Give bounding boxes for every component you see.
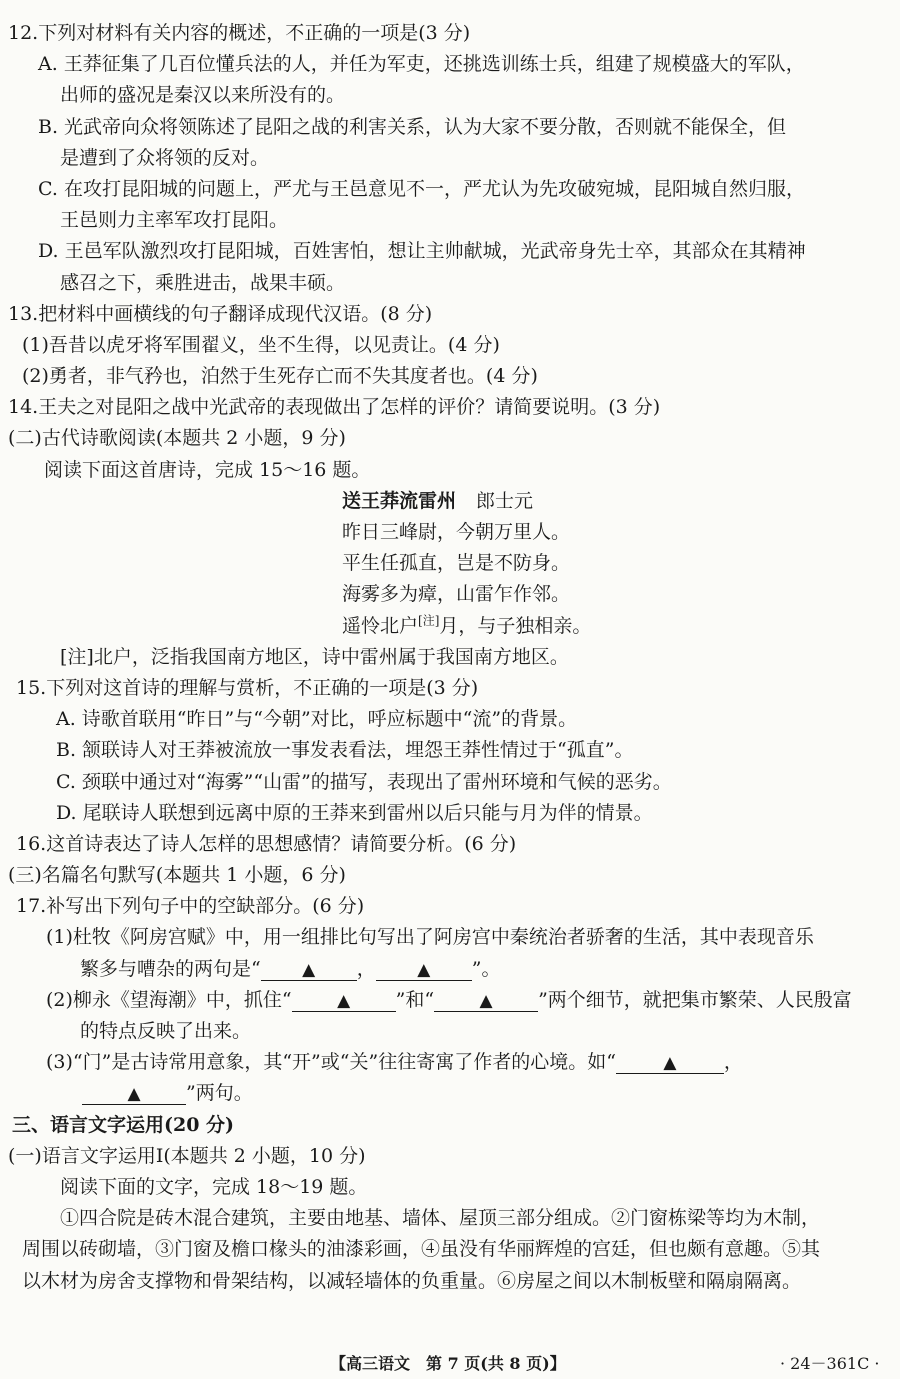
q12-option-b-cont: 是遭到了众将领的反对。 [60, 146, 270, 169]
q12-option-a-cont: 出师的盛况是秦汉以来所没有的。 [60, 84, 346, 107]
passage-line-2: 周围以砖砌墙，③门窗及檐口椽头的油漆彩画，④虽没有华丽辉煌的宫廷，但也颇有意趣。⑤其 [22, 1238, 821, 1261]
question-15: 15.下列对这首诗的理解与赏析，不正确的一项是(3 分) [16, 676, 479, 699]
page-number: 【高三语文 第 7 页(共 8 页)】 [330, 1354, 566, 1373]
q12-option-c-cont: 王邑则力主率军攻打昆阳。 [60, 209, 289, 232]
q17-2-text: (2)柳永《望海潮》中，抓住“ [46, 988, 292, 1011]
q17-3-sep: ， [723, 1051, 743, 1074]
q17-3-end: ”两句。 [186, 1082, 253, 1105]
poem-line-4-end: 月，与子独相亲。 [439, 614, 592, 637]
q17-1-end: ”。 [471, 957, 501, 980]
q17-2-sep: ”和“ [395, 988, 435, 1011]
q13-item-1: (1)吾昔以虎牙将军围翟义，坐不生得，以见责让。(4 分) [22, 333, 500, 356]
poem-note: [注]北户，泛指我国南方地区，诗中雷州属于我国南方地区。 [60, 645, 569, 668]
poem-author: 郎士元 [476, 489, 534, 512]
exam-code: · 24－361C · [780, 1354, 880, 1373]
triangle-icon: ▲ [302, 959, 316, 980]
q17-item-1: (1)杜牧《阿房宫赋》中，用一组排比句写出了阿房宫中秦统治者骄奢的生活，其中表现音乐 [46, 926, 814, 949]
q17-item-2 [0, 985, 900, 1016]
q15-option-a: A. 诗歌首联用“昨日”与“今朝”对比，呼应标题中“流”的背景。 [56, 708, 578, 731]
q15-option-d: D. 尾联诗人联想到远离中原的王莽来到雷州以后只能与月为伴的情景。 [56, 801, 653, 824]
question-14: 14.王夫之对昆阳之战中光武帝的表现做出了怎样的评价？请简要说明。(3 分) [8, 396, 661, 419]
triangle-icon: ▲ [663, 1053, 677, 1074]
q17-1-text: 繁多与嘈杂的两句是“ [80, 957, 261, 980]
q17-2-end: ”两个细节，就把集市繁荣、人民殷富 [538, 988, 852, 1011]
poem-line-4-start: 遥怜北户 [342, 614, 419, 637]
triangle-icon: ▲ [479, 990, 493, 1011]
poem-line-1: 昨日三峰尉，今朝万里人。 [342, 521, 571, 543]
poem-line-2: 平生任孤直，岂是不防身。 [342, 552, 571, 575]
passage-line-3: 以木材为房舍支撑物和骨架结构，以减轻墙体的负重量。⑥房屋之间以木制板壁和隔扇隔离。 [22, 1269, 802, 1292]
q17-1-sep: ， [356, 957, 376, 980]
question-16: 16.这首诗表达了诗人怎样的思想感情？请简要分析。(6 分) [16, 832, 517, 855]
q12-option-d-cont: 感召之下，乘胜进击，战果丰硕。 [60, 271, 346, 294]
answer-blank[interactable] [261, 958, 357, 981]
q17-item-3-cont [0, 1078, 900, 1109]
poem-title: 送王莽流雷州 [342, 489, 457, 512]
passage-line-1: ①四合院是砖木混合建筑，主要由地基、墙体、屋顶三部分组成。②门窗栋梁等均为木制， [60, 1207, 821, 1230]
q12-option-b: B. 光武帝向众将领陈述了昆阳之战的利害关系，认为大家不要分散，否则就不能保全，但 [38, 115, 787, 138]
answer-blank[interactable] [376, 958, 472, 981]
q17-item-1-blanks [0, 954, 900, 985]
answer-blank[interactable] [434, 989, 538, 1012]
q17-item-3 [0, 1047, 900, 1078]
q12-option-d: D. 王邑军队激烈攻打昆阳城，百姓害怕，想让主帅献城，光武帝身先士卒，其部众在其精神 [38, 240, 806, 263]
question-13: 13.把材料中画横线的句子翻译成现代汉语。(8 分) [8, 302, 433, 325]
triangle-icon: ▲ [337, 990, 351, 1011]
note-marker: [注] [418, 613, 440, 628]
language-intro: 阅读下面的文字，完成 18～19 题。 [60, 1175, 368, 1198]
poetry-intro: 阅读下面这首唐诗，完成 15～16 题。 [44, 458, 371, 481]
q15-option-c: C. 颈联中通过对“海雾”“山雷”的描写，表现出了雷州环境和气候的恶劣。 [56, 770, 672, 793]
question-17: 17.补写出下列句子中的空缺部分。(6 分) [16, 895, 365, 918]
section-language-1: (一)语言文字运用Ⅰ(本题共 2 小题，10 分) [8, 1144, 366, 1167]
triangle-icon: ▲ [417, 959, 431, 980]
section-poetry: (二)古代诗歌阅读(本题共 2 小题，9 分) [8, 427, 346, 450]
answer-blank[interactable] [616, 1051, 724, 1074]
answer-blank[interactable] [82, 1082, 186, 1105]
question-12: 12.下列对材料有关内容的概述，不正确的一项是(3 分) [8, 22, 471, 44]
q12-option-a: A. 王莽征集了几百位懂兵法的人，并任为军吏，还挑选训练士兵，组建了规模盛大的军队， [38, 53, 805, 76]
q17-item-2-cont: 的特点反映了出来。 [80, 1020, 252, 1042]
q17-3-text: (3)“门”是古诗常用意象，其“开”或“关”往往寄寓了作者的心境。如“ [46, 1051, 616, 1074]
part-three-heading: 三、语言文字运用(20 分) [12, 1113, 235, 1136]
q12-option-c: C. 在攻打昆阳城的问题上，严尤与王邑意见不一，严尤认为先攻破宛城，昆阳城自然归服， [38, 177, 805, 200]
q13-item-2: (2)勇者，非气矜也，泊然于生死存亡而不失其度者也。(4 分) [22, 365, 538, 388]
poem-line-4 [0, 611, 900, 642]
exam-page [0, 18, 900, 1297]
poem-title-line [0, 486, 900, 517]
triangle-icon: ▲ [127, 1084, 141, 1105]
answer-blank[interactable] [292, 989, 396, 1012]
section-recitation: (三)名篇名句默写(本题共 1 小题，6 分) [8, 864, 346, 887]
q15-option-b: B. 颔联诗人对王莽被流放一事发表看法，埋怨王莽性情过于“孤直”。 [56, 739, 634, 762]
poem-line-3: 海雾多为瘴，山雷乍作邻。 [342, 583, 571, 606]
